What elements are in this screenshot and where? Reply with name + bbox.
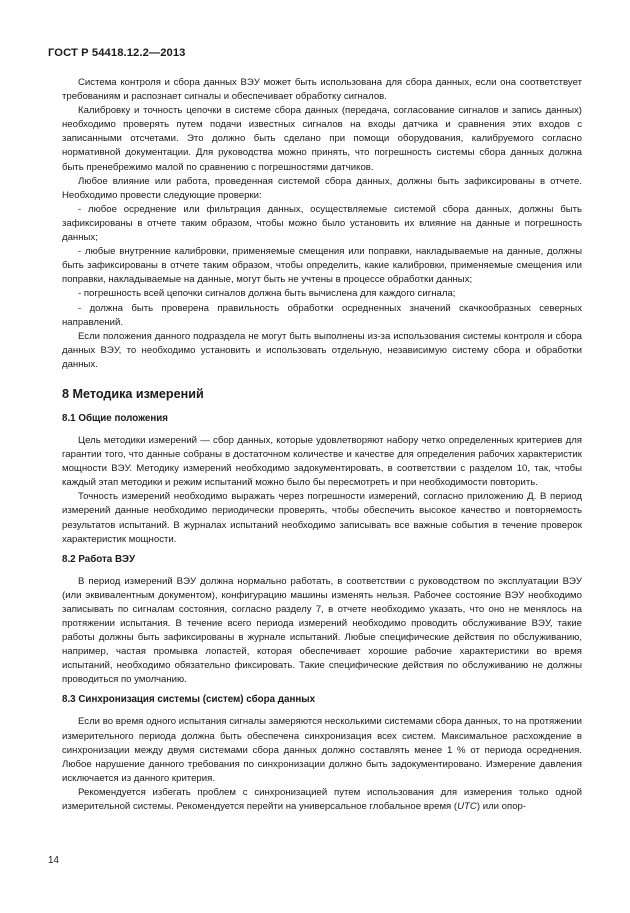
subsection-title: 8.3 Синхронизация системы (систем) сбора данных xyxy=(62,694,316,706)
paragraph: Цель методики измерений — сбор данных, которые удовлетворяют набору четко определенных критериев для гарантии того, что данные собраны в достаточном количестве и качестве для определения рабочих характеристик мощности ВЭУ. Методику измерений необходимо задокументировать, в соответствии с разделом 10, так, чтобы каждый этап методики и режим испытаний можно было бы пересмотреть и при необходимости повторить. xyxy=(62,434,582,489)
list-item: - должна быть проверена правильность обработки осредненных значений скачкообразных северных направлений. xyxy=(62,302,582,328)
subsection-title: 8.2 Работа ВЭУ xyxy=(62,553,136,565)
text-run: Рекомендуется избегать проблем с синхронизацией путем использования для измерения только одной измерительной системы. Рекомендуется перейти на универсальное глобальное время ( xyxy=(62,786,582,813)
text-run-italic: UTC xyxy=(457,801,477,813)
document-header: ГОСТ Р 54418.12.2—2013 xyxy=(48,47,186,59)
subsection-title: 8.1 Общие положения xyxy=(62,412,169,424)
section-title: 8 Методика измерений xyxy=(62,386,204,401)
paragraph xyxy=(62,786,582,814)
paragraph: Любое влияние или работа, проведенная системой сбора данных, должны быть зафиксированы в отчете. Необходимо провести следующие проверки: xyxy=(62,175,582,201)
paragraph: В период измерений ВЭУ должна нормально работать, в соответствии с руководством по эксплуатации ВЭУ (или эквивалентным документом), конфигурацию машины изменять нельзя. Рабочее состояние ВЭУ необходимо записывать по сигналам состояния, согласно разделу 7, в отчете необходимо указать, что оно не менялось на протяжении испытания. В течение всего периода измерений необходимо проводить обслуживание ВЭУ, такие работы должны быть зафиксированы в журнале испытаний. Любые специфические действия по обслуживанию, например, частая промывка лопастей, которая обеспечивает хорошие рабочие характеристики во время испытаний, необходимо обязательно фиксировать. Такие специфические действия по обслуживанию не должны проводиться по умолчанию. xyxy=(62,575,582,686)
page-content xyxy=(62,76,582,814)
page-number: 14 xyxy=(48,855,59,866)
section-before xyxy=(62,76,582,372)
list-item: - любые внутренние калибровки, применяемые смещения или поправки, накладываемые на данные, должны быть зафиксированы в отчете таким образом, чтобы определить, какие калибровки, применяемые смещения или поправки, накладываемые на данные, могут быть не учтены в процессе обработки данных; xyxy=(62,246,582,286)
paragraph: Калибровку и точность цепочки в системе сбора данных (передача, согласование сигналов и запись данных) необходимо проверять путем подачи известных сигналов на входы датчика и сравнения этих входов с записанными отсчетами. Это должно быть сделано при помощи оборудования, калибруемого согласно нормативной документации. Для руководства можно принять, что погрешность системы сбора данных должна быть пренебрежимо малой по сравнению с погрешностями датчиков. xyxy=(62,105,582,173)
list-item: - любое осреднение или фильтрация данных, осуществляемые системой сбора данных, должны быть зафиксированы в отчете таким образом, чтобы можно было установить их влияние на данные и погрешность данных; xyxy=(62,203,582,244)
paragraph: Если положения данного подраздела не могут быть выполнены из-за использования системы контроля и сбора данных ВЭУ, то необходимо установить и использовать отдельную, независимую систему сбора и обработки данных. xyxy=(62,330,582,370)
list-item: - погрешность всей цепочки сигналов должна быть вычислена для каждого сигнала; xyxy=(78,288,456,300)
text-run: ) или опор- xyxy=(476,801,527,813)
paragraph: Система контроля и сбора данных ВЭУ может быть использована для сбора данных, если она соответствует требованиям и распознает сигналы и обеспечивает обработку сигналов. xyxy=(62,77,582,103)
paragraph: Если во время одного испытания сигналы замеряются несколькими системами сбора данных, то на протяжении измерительного периода должна быть обеспечена синхронизация всех систем. Максимальное расхождение в синхронизации между двумя системами сбора данных должно составлять менее 1 % от периода осреднения. Любое нарушение данного требования по синхронизации должно быть задокументировано. Измерение давления исключается из данного критерия. xyxy=(62,716,582,784)
paragraph: Точность измерений необходимо выражать через погрешности измерений, согласно приложению Д. В период измерений данные необходимо периодически проверять, чтобы обеспечить высокое качество и повторяемость результатов испытаний. В журналах испытаний необходимо записывать все важные события в течение проверок характеристик мощности. xyxy=(62,491,582,545)
